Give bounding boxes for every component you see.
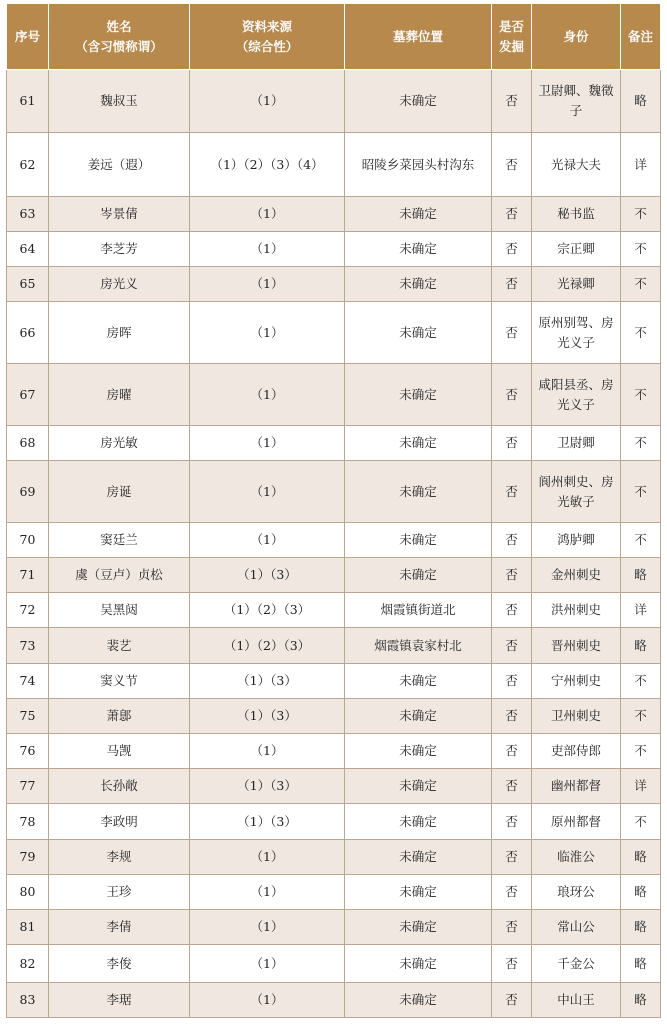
table-row [7, 593, 661, 628]
table-row [7, 426, 661, 461]
table-row [7, 769, 661, 804]
cell-remark: 详 [621, 593, 661, 628]
cell-source: （1）（3） [190, 699, 345, 734]
cell-remark: 不 [621, 699, 661, 734]
cell-remark: 略 [621, 910, 661, 945]
cell-seq: 63 [7, 197, 49, 232]
header-source-line1: 资料来源 [241, 18, 292, 34]
cell-remark: 不 [621, 302, 661, 364]
table-row [7, 734, 661, 769]
cell-identity: 中山王 [532, 983, 621, 1018]
cell-source: （1）（2）（3）（4） [190, 133, 345, 197]
cell-remark: 不 [621, 426, 661, 461]
cell-excavated: 否 [492, 558, 532, 593]
cell-location: 未确定 [345, 558, 492, 593]
table-row [7, 628, 661, 664]
cell-source: （1）（2）（3） [190, 593, 345, 628]
cell-source: （1） [190, 232, 345, 267]
table-row [7, 983, 661, 1018]
cell-seq: 82 [7, 945, 49, 983]
table-row [7, 133, 661, 197]
cell-location: 未确定 [345, 734, 492, 769]
cell-excavated: 否 [492, 133, 532, 197]
cell-source: （1） [190, 523, 345, 558]
cell-identity: 卫尉卿 [532, 426, 621, 461]
cell-identity: 卫尉卿、魏徵子 [532, 70, 621, 133]
cell-location: 未确定 [345, 364, 492, 426]
table-row [7, 699, 661, 734]
cell-name: 房晖 [49, 302, 190, 364]
cell-location: 烟霞镇袁家村北 [345, 628, 492, 664]
header-name-line2: （含习惯称谓） [75, 38, 163, 54]
cell-location: 未确定 [345, 267, 492, 302]
table-row [7, 945, 661, 983]
cell-identity: 鸿胪卿 [532, 523, 621, 558]
cell-name: 岑景倩 [49, 197, 190, 232]
table-row [7, 232, 661, 267]
cell-identity: 临淮公 [532, 840, 621, 875]
cell-seq: 78 [7, 804, 49, 840]
cell-remark: 略 [621, 628, 661, 664]
cell-name: 萧鄎 [49, 699, 190, 734]
cell-location: 未确定 [345, 804, 492, 840]
cell-excavated: 否 [492, 734, 532, 769]
header-source [190, 4, 345, 70]
cell-location: 未确定 [345, 197, 492, 232]
cell-excavated: 否 [492, 875, 532, 910]
cell-name: 窦廷兰 [49, 523, 190, 558]
cell-source: （1） [190, 197, 345, 232]
cell-identity: 宁州刺史 [532, 664, 621, 699]
cell-name: 长孙敞 [49, 769, 190, 804]
cell-source: （1）（3） [190, 664, 345, 699]
header-excavated-line1: 是否 [498, 18, 524, 34]
cell-excavated: 否 [492, 267, 532, 302]
cell-source: （1） [190, 364, 345, 426]
cell-source: （1） [190, 426, 345, 461]
cell-excavated: 否 [492, 804, 532, 840]
cell-excavated: 否 [492, 945, 532, 983]
cell-excavated: 否 [492, 70, 532, 133]
cell-source: （1）（3） [190, 558, 345, 593]
table-row [7, 875, 661, 910]
cell-seq: 80 [7, 875, 49, 910]
table-row [7, 302, 661, 364]
cell-location: 未确定 [345, 910, 492, 945]
cell-seq: 62 [7, 133, 49, 197]
cell-excavated: 否 [492, 426, 532, 461]
cell-excavated: 否 [492, 910, 532, 945]
cell-excavated: 否 [492, 302, 532, 364]
table-row [7, 804, 661, 840]
cell-seq: 66 [7, 302, 49, 364]
cell-name: 魏叔玉 [49, 70, 190, 133]
cell-excavated: 否 [492, 699, 532, 734]
cell-seq: 67 [7, 364, 49, 426]
cell-seq: 74 [7, 664, 49, 699]
cell-seq: 76 [7, 734, 49, 769]
header-location: 墓葬位置 [345, 4, 492, 70]
cell-identity: 阆州刺史、房光敏子 [532, 461, 621, 523]
cell-remark: 不 [621, 461, 661, 523]
cell-name: 李俊 [49, 945, 190, 983]
cell-name: 房光敏 [49, 426, 190, 461]
table-row [7, 664, 661, 699]
cell-seq: 81 [7, 910, 49, 945]
cell-location: 烟霞镇街道北 [345, 593, 492, 628]
cell-location: 未确定 [345, 70, 492, 133]
cell-source: （1） [190, 875, 345, 910]
cell-source: （1） [190, 734, 345, 769]
cell-seq: 68 [7, 426, 49, 461]
cell-seq: 79 [7, 840, 49, 875]
cell-source: （1） [190, 840, 345, 875]
header-source-line2: （综合性） [235, 38, 299, 54]
table-row [7, 70, 661, 133]
cell-identity: 卫州刺史 [532, 699, 621, 734]
cell-remark: 不 [621, 364, 661, 426]
cell-name: 李倩 [49, 910, 190, 945]
cell-name: 房光义 [49, 267, 190, 302]
cell-seq: 61 [7, 70, 49, 133]
header-name-line1: 姓名 [106, 18, 132, 34]
cell-remark: 略 [621, 945, 661, 983]
cell-seq: 71 [7, 558, 49, 593]
cell-location: 未确定 [345, 302, 492, 364]
cell-source: （1） [190, 70, 345, 133]
cell-source: （1） [190, 910, 345, 945]
cell-remark: 不 [621, 734, 661, 769]
cell-name: 李政明 [49, 804, 190, 840]
cell-location: 昭陵乡菜园头村沟东 [345, 133, 492, 197]
cell-identity: 原州别驾、房光义子 [532, 302, 621, 364]
cell-location: 未确定 [345, 426, 492, 461]
table-row [7, 558, 661, 593]
cell-excavated: 否 [492, 523, 532, 558]
table-row [7, 461, 661, 523]
table-row [7, 197, 661, 232]
cell-location: 未确定 [345, 699, 492, 734]
cell-excavated: 否 [492, 593, 532, 628]
cell-source: （1） [190, 267, 345, 302]
table-body [7, 70, 661, 1018]
cell-location: 未确定 [345, 983, 492, 1018]
tomb-list-table [6, 3, 661, 1018]
table-row [7, 840, 661, 875]
cell-identity: 幽州都督 [532, 769, 621, 804]
cell-excavated: 否 [492, 461, 532, 523]
cell-name: 房曜 [49, 364, 190, 426]
cell-location: 未确定 [345, 840, 492, 875]
cell-seq: 73 [7, 628, 49, 664]
cell-source: （1） [190, 983, 345, 1018]
cell-remark: 不 [621, 197, 661, 232]
cell-identity: 洪州刺史 [532, 593, 621, 628]
cell-identity: 宗正卿 [532, 232, 621, 267]
cell-name: 窦义节 [49, 664, 190, 699]
cell-location: 未确定 [345, 769, 492, 804]
cell-source: （1） [190, 302, 345, 364]
table-row [7, 364, 661, 426]
cell-name: 李琚 [49, 983, 190, 1018]
cell-identity: 千金公 [532, 945, 621, 983]
cell-seq: 64 [7, 232, 49, 267]
cell-identity: 金州刺史 [532, 558, 621, 593]
cell-seq: 69 [7, 461, 49, 523]
cell-excavated: 否 [492, 664, 532, 699]
cell-remark: 略 [621, 983, 661, 1018]
cell-seq: 65 [7, 267, 49, 302]
cell-remark: 略 [621, 875, 661, 910]
cell-location: 未确定 [345, 945, 492, 983]
cell-identity: 咸阳县丞、房光义子 [532, 364, 621, 426]
cell-location: 未确定 [345, 461, 492, 523]
cell-identity: 秘书监 [532, 197, 621, 232]
cell-source: （1）（3） [190, 769, 345, 804]
cell-source: （1） [190, 945, 345, 983]
cell-source: （1）（2）（3） [190, 628, 345, 664]
cell-excavated: 否 [492, 232, 532, 267]
cell-name: 李规 [49, 840, 190, 875]
cell-location: 未确定 [345, 232, 492, 267]
cell-name: 李芝芳 [49, 232, 190, 267]
cell-remark: 详 [621, 769, 661, 804]
cell-excavated: 否 [492, 983, 532, 1018]
cell-identity: 光禄大夫 [532, 133, 621, 197]
table-row [7, 523, 661, 558]
header-remark: 备注 [621, 4, 661, 70]
cell-remark: 不 [621, 232, 661, 267]
header-name [49, 4, 190, 70]
cell-name: 马觊 [49, 734, 190, 769]
cell-source: （1）（3） [190, 804, 345, 840]
table-header-row [7, 4, 661, 70]
cell-seq: 72 [7, 593, 49, 628]
cell-excavated: 否 [492, 840, 532, 875]
cell-excavated: 否 [492, 364, 532, 426]
cell-remark: 略 [621, 840, 661, 875]
cell-location: 未确定 [345, 875, 492, 910]
header-identity: 身份 [532, 4, 621, 70]
cell-excavated: 否 [492, 197, 532, 232]
cell-identity: 光禄卿 [532, 267, 621, 302]
cell-name: 王珍 [49, 875, 190, 910]
cell-seq: 70 [7, 523, 49, 558]
cell-remark: 详 [621, 133, 661, 197]
cell-remark: 略 [621, 558, 661, 593]
cell-identity: 晋州刺史 [532, 628, 621, 664]
header-seq: 序号 [7, 4, 49, 70]
cell-identity: 琅玡公 [532, 875, 621, 910]
table-row [7, 267, 661, 302]
table-row [7, 910, 661, 945]
cell-identity: 原州都督 [532, 804, 621, 840]
cell-remark: 不 [621, 804, 661, 840]
cell-excavated: 否 [492, 769, 532, 804]
cell-remark: 略 [621, 70, 661, 133]
cell-remark: 不 [621, 523, 661, 558]
cell-seq: 75 [7, 699, 49, 734]
header-excavated-line2: 发掘 [498, 38, 524, 54]
cell-name: 姜远（遐） [49, 133, 190, 197]
cell-seq: 83 [7, 983, 49, 1018]
cell-seq: 77 [7, 769, 49, 804]
cell-remark: 不 [621, 267, 661, 302]
cell-location: 未确定 [345, 523, 492, 558]
cell-remark: 不 [621, 664, 661, 699]
cell-name: 裴艺 [49, 628, 190, 664]
cell-identity: 常山公 [532, 910, 621, 945]
cell-location: 未确定 [345, 664, 492, 699]
cell-source: （1） [190, 461, 345, 523]
cell-excavated: 否 [492, 628, 532, 664]
cell-identity: 吏部侍郎 [532, 734, 621, 769]
cell-name: 吴黑闼 [49, 593, 190, 628]
header-excavated [492, 4, 532, 70]
cell-name: 虞（豆卢）贞松 [49, 558, 190, 593]
cell-name: 房诞 [49, 461, 190, 523]
